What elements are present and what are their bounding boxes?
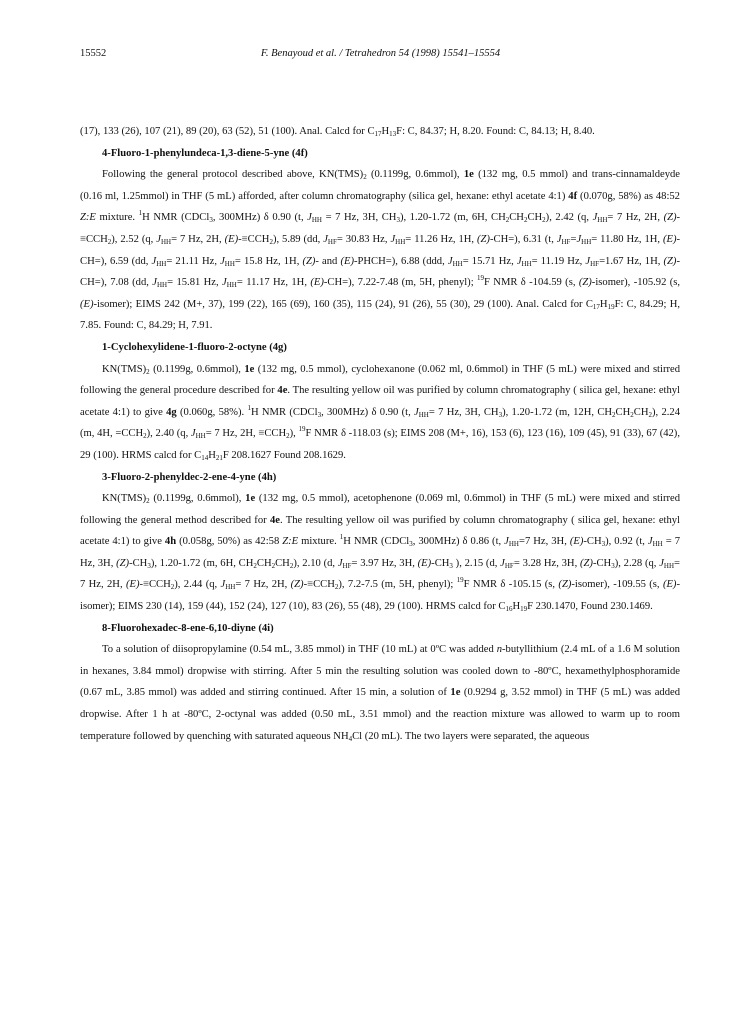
text-run: (0.1199g, 0.6mmol), — [366, 169, 464, 181]
text-run: - and — [315, 255, 341, 267]
text-run: , 300MHz) δ 0.90 (t, — [321, 406, 415, 418]
subscript: 14 — [201, 453, 209, 462]
text-run: J — [592, 212, 598, 224]
text-run: CH — [527, 212, 543, 224]
text-run: mixture. — [298, 536, 340, 548]
text-run: (Z) — [663, 255, 677, 267]
subscript: 2 — [146, 497, 150, 506]
subscript: 2 — [289, 561, 294, 570]
text-run: J — [556, 233, 562, 245]
text-run: . The resulting yellow oil was purified by column chromatography ( silica gel, hexane: ethyl acetate 4:1) to give — [80, 385, 681, 418]
text-run: -CH=), 7.08 (dd, — [80, 255, 680, 289]
text-run: 1-Cyclohexylidene-1-fluoro-2-octyne (4g) — [102, 341, 287, 353]
text-run: = 11.17 Hz, 1H, — [236, 277, 311, 289]
text-run: = 7 Hz, 2H, — [607, 212, 664, 224]
text-run: = 7 Hz, 3H, — [80, 536, 680, 569]
body-paragraph — [80, 121, 680, 143]
text-run: J — [337, 557, 343, 569]
text-run: F: C, 84.29; H, 7.85. Found: C, 84.29; H, 7.91. — [80, 298, 680, 332]
subscript: 2 — [253, 561, 257, 570]
text-run: -butyllithium (2.4 mL of a 1.6 M solution in hexanes, 3.84 mmol) dropwise with stirring. After 5 min the resulting solution was cooled down to -80ºC, hexamethylphosphoramide (0.67 mL, 3.85 mmol) was added and stirring continued. After 15 min, a solution of — [80, 644, 680, 699]
text-run: , 300MHz) δ 0.86 (t, — [412, 536, 505, 548]
superscript: 1 — [138, 209, 143, 218]
subscript: HH — [521, 259, 532, 268]
text-run: (E) — [662, 579, 677, 591]
subscript: 3 — [498, 410, 503, 419]
text-run: (Z) — [663, 212, 677, 224]
subscript: HH — [652, 540, 663, 549]
subscript: HF — [342, 561, 352, 570]
subscript: HH — [224, 259, 235, 268]
text-run: CH — [509, 212, 524, 224]
subscript: 2 — [363, 173, 367, 182]
text-run: . The resulting yellow oil was purified by column chromatography ( silica gel, hexane: ethyl acetate 4:1) to give — [80, 514, 680, 548]
subscript: HF — [504, 561, 514, 570]
body-paragraph — [80, 359, 680, 467]
text-run: (E) — [340, 255, 354, 267]
text-run: 3-Fluoro-2-phenyldec-2-ene-4-yne (4h) — [102, 471, 277, 483]
subscript: 2 — [334, 583, 339, 592]
text-run: (132 mg, 0.5 mmol) and trans-cinnamaldeyde (0.16 ml, 1.25mmol) in THF (5 mL) afforded, after column chromatography (silica gel, hexane: ethyl acetate 4:1) — [80, 169, 681, 202]
subscript: 2 — [170, 583, 175, 592]
text-run: J — [220, 255, 225, 267]
text-run: 1e — [450, 687, 461, 699]
subscript: HH — [225, 583, 236, 592]
text-run: ), 5.89 (dd, — [272, 233, 324, 245]
text-run: 4g — [166, 406, 177, 418]
text-run: -CH=), 6.59 (dd, — [80, 233, 681, 267]
subscript: HH — [156, 259, 167, 268]
superscript: 19 — [477, 274, 485, 283]
text-run: = 11.19 Hz, — [531, 255, 586, 267]
subscript: 3 — [611, 561, 615, 570]
text-run: Following the general protocol described above, KN(TMS) — [102, 169, 364, 181]
text-run: -CH=), 6.31 (t, — [489, 233, 557, 245]
text-run: ), 2.24 (m, 4H, =CCH — [80, 406, 680, 440]
text-run: (0.060g, 58%). — [176, 406, 248, 418]
text-run: 4e — [270, 514, 280, 526]
text-run: ), 2.40 (q, — [146, 428, 191, 440]
text-run: -isomer), -109.55 (s, — [571, 579, 663, 591]
text-run: CH — [615, 406, 631, 418]
page-number: 15552 — [80, 48, 107, 59]
compound-heading — [80, 143, 680, 165]
text-run: 4-Fluoro-1-phenylundeca-1,3-diene-5-yne (4f) — [102, 147, 308, 159]
text-run: = 7 Hz, 2H, ≡CCH — [205, 428, 287, 440]
text-run: = 15.81 Hz, — [167, 277, 223, 289]
subscript: HH — [597, 216, 608, 225]
text-run: (0.9294 g, 3.52 mmol) in THF (5 mL) was added dropwise. After 1 h at -80ºC, 2-octynal was added (0.50 mL, 3.51 mmol) and the reaction mixture was allowed to warm up to room temperature followed by quenching with saturated aqueous NH — [80, 687, 680, 742]
compound-heading — [80, 467, 680, 489]
text-run: (132 mg, 0.5 mmol), cyclohexanone (0.062 ml, 0.6mmol) in THF (5 mL) were mixed and stirred following the general procedure described for — [80, 363, 681, 397]
subscript: HH — [311, 216, 322, 225]
text-run: 1e — [463, 169, 474, 181]
subscript: 17 — [592, 302, 600, 311]
subscript: HH — [581, 237, 592, 246]
subscript: 19 — [607, 302, 615, 311]
text-run: -≡CCH — [80, 212, 681, 245]
text-run: J — [222, 277, 227, 289]
text-run: = 3.97 Hz, 3H, — [351, 557, 418, 569]
subscript: HH — [418, 410, 429, 419]
text-run: F NMR δ -105.15 (s, — [463, 579, 559, 591]
text-run: = 15.8 Hz, 1H, — [234, 255, 303, 267]
text-run: J — [220, 579, 226, 591]
text-run: ), 2.42 (q, — [545, 212, 593, 224]
text-run: H — [599, 298, 608, 310]
text-run: (Z) — [477, 233, 490, 245]
text-run: =1.67 Hz, 1H, — [599, 255, 664, 267]
text-run: = 30.83 Hz, — [336, 233, 391, 245]
subscript: 3 — [449, 561, 453, 570]
text-run: J — [504, 536, 509, 548]
text-run: (E) — [662, 233, 677, 245]
text-run: , 300MHz) δ 0.90 (t, — [212, 212, 308, 224]
text-run: (0.1199g, 0.6mmol), — [149, 493, 246, 505]
text-run: = — [570, 233, 577, 245]
superscript: 1 — [247, 403, 251, 412]
subscript: HH — [663, 561, 675, 570]
text-run: Z:E — [80, 212, 96, 224]
text-run: (Z) — [578, 277, 592, 289]
subscript: HH — [395, 237, 406, 246]
subscript: 2 — [542, 216, 546, 225]
text-run: -≡CCH — [238, 233, 270, 245]
text-run: ), 2.44 (q, — [174, 579, 221, 591]
subscript: HH — [508, 540, 519, 549]
subscript: 2 — [648, 410, 652, 419]
text-run: J — [323, 233, 328, 245]
text-run: J — [307, 212, 312, 224]
text-run: To a solution of diisopropylamine (0.54 mL, 3.85 mmol) in THF (10 mL) at 0ºC was added — [102, 644, 497, 656]
subscript: 3 — [209, 216, 213, 225]
text-run: J — [390, 233, 396, 245]
text-run: (E) — [125, 579, 140, 591]
subscript: 3 — [409, 540, 413, 549]
superscript: 19 — [298, 425, 306, 434]
subscript: 2 — [286, 432, 290, 441]
text-run: CH — [256, 557, 272, 569]
text-run: = 11.26 Hz, 1H, — [405, 233, 478, 245]
subscript: 21 — [215, 453, 223, 462]
text-run: J — [516, 255, 522, 267]
text-run: -≡CCH — [139, 579, 171, 591]
text-run: 4f — [568, 190, 578, 202]
text-run: =7 Hz, 3H, — [519, 536, 570, 548]
text-run: J — [659, 557, 664, 569]
text-run: ), 1.20-1.72 (m, 12H, CH — [502, 406, 613, 418]
text-run: = 3.28 Hz, 3H, — [513, 557, 580, 569]
text-run: 4h — [164, 536, 177, 548]
subscript: 3 — [147, 561, 151, 570]
text-run: (E) — [569, 536, 584, 548]
subscript: 17 — [374, 130, 382, 138]
text-run: (Z) — [580, 557, 593, 569]
subscript: 4 — [348, 734, 353, 743]
subscript: 3 — [317, 410, 322, 419]
superscript: 1 — [339, 533, 344, 542]
subscript: 3 — [396, 216, 400, 225]
text-run: -CH — [129, 557, 148, 569]
subscript: HF — [561, 237, 571, 246]
text-run: = 11.80 Hz, 1H, — [591, 233, 663, 245]
page-header — [80, 48, 681, 64]
text-run: KN(TMS) — [102, 363, 147, 375]
text-run: 1e — [244, 363, 255, 375]
text-run: ), 0.92 (t, — [605, 536, 648, 548]
text-run: F NMR δ -104.59 (s, — [484, 277, 579, 289]
text-run: (Z) — [302, 255, 316, 267]
text-run: (0.058g, 50%) as 42:58 — [176, 536, 283, 548]
text-run: -CH=), 7.22-7.48 (m, 5H, phenyl); — [323, 277, 478, 289]
subscript: 16 — [505, 605, 513, 614]
text-run: 8-Fluorohexadec-8-ene-6,10-diyne (4i) — [102, 622, 274, 634]
text-run: H — [512, 601, 521, 613]
subscript: HH — [160, 237, 172, 246]
text-run: J — [647, 536, 653, 548]
running-head: F. Benayoud et al. / Tetrahedron 54 (1998) 15541–15554 — [260, 48, 501, 59]
text-run: KN(TMS) — [102, 493, 147, 505]
subscript: 3 — [601, 540, 606, 549]
text-run: (0.1199g, 0.6mmol), — [149, 363, 245, 375]
text-run: = 7 Hz, 3H, CH — [428, 406, 499, 418]
text-run: -CH — [431, 557, 450, 569]
superscript: 19 — [456, 576, 464, 585]
text-run: ), 1.20-1.72 (m, 6H, CH — [150, 557, 254, 569]
text-run: -isomer); EIMS 230 (14), 159 (44), 152 (24), 127 (10), 83 (26), 55 (48), 29 (100). HRMS calcd for C — [80, 579, 680, 613]
text-run: = 7 Hz, 2H, — [171, 233, 225, 245]
subscript: HH — [195, 432, 206, 441]
text-run: F: C, 84.37; H, 8.20. Found: C, 84.13; H, 8.40. — [396, 126, 595, 137]
experimental-section-body — [80, 121, 680, 747]
compound-heading — [80, 618, 680, 640]
text-run: J — [151, 255, 157, 267]
text-run: H NMR (CDCl — [250, 406, 318, 418]
text-run: J — [585, 255, 591, 267]
text-run: J — [414, 406, 419, 418]
subscript: 2 — [146, 367, 150, 376]
text-run: = 21.11 Hz, — [166, 255, 221, 267]
text-run: (E) — [224, 233, 239, 245]
text-run: (Z) — [116, 557, 130, 569]
text-run: (E) — [417, 557, 432, 569]
subscript: HF — [590, 259, 600, 268]
text-run: J — [152, 277, 157, 289]
subscript: 2 — [271, 561, 276, 570]
text-run: F 230.1470, Found 230.1469. — [527, 601, 653, 613]
text-run: -isomer); EIMS 242 (M+, 37), 199 (22), 165 (69), 160 (35), 115 (24), 91 (26), 55 (30), 29 (100). Anal. Calcd for C — [93, 298, 593, 310]
text-run: -CH — [583, 536, 602, 548]
text-run: (Z) — [290, 579, 304, 591]
text-run: 4e — [277, 385, 288, 397]
text-run: F NMR δ -118.03 (s); EIMS 208 (M+, 16), 153 (6), 123 (16), 109 (45), 91 (33), 67 (42), 29 (100). HRMS calcd for C — [80, 428, 680, 461]
subscript: 2 — [612, 410, 616, 419]
text-run: ), 2.52 (q, — [111, 233, 157, 245]
text-run: (E) — [80, 298, 94, 310]
text-run: ), 7.2-7.5 (m, 5H, phenyl); — [338, 579, 457, 591]
text-run: n — [496, 644, 502, 656]
text-run: -isomer), -105.92 (s, — [591, 277, 681, 289]
text-run: ), — [289, 428, 299, 440]
subscript: HH — [156, 281, 168, 290]
text-run: CH — [633, 406, 649, 418]
subscript: 2 — [269, 237, 273, 246]
text-run: (17), 133 (26), 107 (21), 89 (20), 63 (52), 51 (100). Anal. Calcd for C — [80, 126, 375, 137]
subscript: 2 — [143, 432, 147, 441]
body-paragraph — [80, 164, 680, 337]
text-run: F 208.1627 Found 208.1629. — [222, 449, 346, 461]
text-run: ), 2.10 (d, — [293, 557, 338, 569]
text-run: ), 1.20-1.72 (m, 6H, CH — [399, 212, 506, 224]
text-run: H NMR (CDCl — [343, 536, 410, 548]
subscript: HF — [327, 237, 337, 246]
text-run: J — [500, 557, 505, 569]
text-run: mixture. — [95, 212, 139, 224]
text-run: (132 mg, 0.5 mmol), acetophenone (0.069 ml, 0.6mmol) in THF (5 mL) were mixed and stirred following the general method described for — [80, 493, 680, 526]
compound-heading — [80, 337, 680, 359]
text-run: ), 2.15 (d, — [452, 557, 501, 569]
subscript: HH — [226, 281, 237, 290]
text-run: -≡CCH — [303, 579, 335, 591]
text-run: ), 2.28 (q, — [614, 557, 660, 569]
text-run: H — [381, 126, 390, 137]
text-run: = 7 Hz, 2H, — [235, 579, 291, 591]
text-run: J — [576, 233, 582, 245]
text-run: J — [190, 428, 196, 440]
text-run: Z:E — [282, 536, 299, 548]
subscript: HH — [452, 259, 463, 268]
text-run: -CH — [592, 557, 612, 569]
text-run: (Z) — [558, 579, 572, 591]
text-run: 1e — [245, 493, 256, 505]
text-run: (0.070g, 58%) as 48:52 — [577, 190, 680, 202]
text-run: J — [447, 255, 453, 267]
text-run: = 7 Hz, 2H, — [80, 557, 680, 591]
text-run: H — [208, 449, 216, 461]
text-run: CH — [275, 557, 290, 569]
subscript: 19 — [520, 605, 528, 614]
text-run: H NMR (CDCl — [142, 212, 210, 224]
text-run: = 7 Hz, 3H, CH — [322, 212, 397, 224]
text-run: J — [156, 233, 161, 245]
text-run: -PHCH=), 6.88 (ddd, — [353, 255, 448, 267]
text-run: = 15.71 Hz, — [462, 255, 517, 267]
subscript: 2 — [630, 410, 634, 419]
subscript: 13 — [389, 130, 397, 138]
text-run: (E) — [310, 277, 324, 289]
subscript: 2 — [505, 216, 510, 225]
body-paragraph — [80, 639, 680, 747]
subscript: 2 — [523, 216, 528, 225]
text-run: Cl (20 mL). The two layers were separated, the aqueous — [352, 730, 590, 742]
body-paragraph — [80, 488, 680, 618]
subscript: 2 — [107, 237, 112, 246]
